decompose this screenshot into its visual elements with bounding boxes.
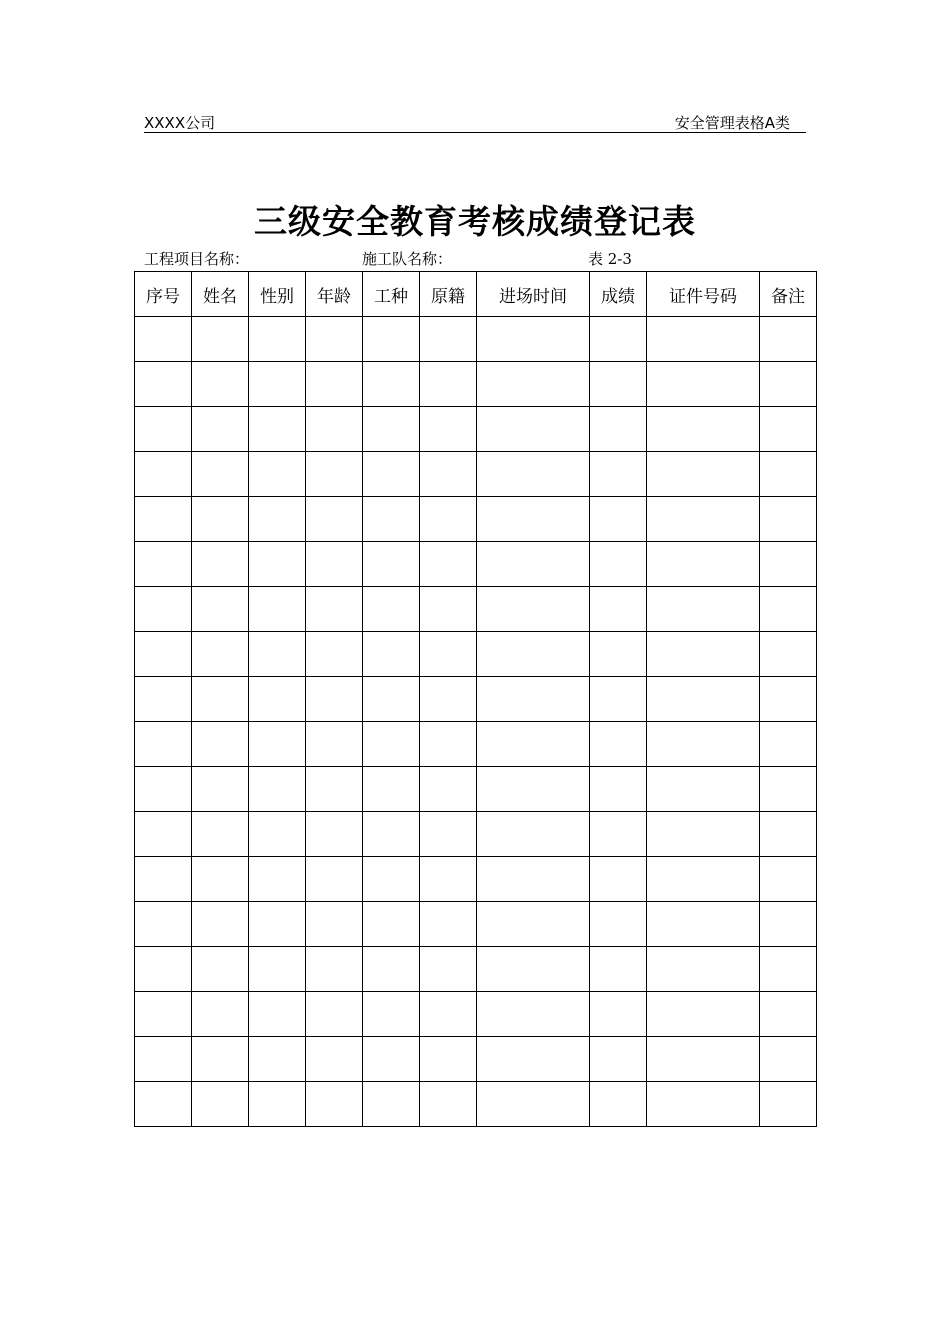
table-row: [135, 857, 817, 902]
table-row: [135, 632, 817, 677]
table-cell[interactable]: [249, 677, 306, 722]
table-cell[interactable]: [420, 992, 477, 1037]
table-cell[interactable]: [420, 497, 477, 542]
table-cell[interactable]: [135, 1082, 192, 1127]
table-row: [135, 362, 817, 407]
table-cell[interactable]: [420, 452, 477, 497]
col-header-entry-date: 进场时间: [477, 272, 590, 317]
page-header: [144, 110, 806, 133]
table-cell[interactable]: [590, 767, 647, 812]
table-cell[interactable]: [363, 587, 420, 632]
table-cell[interactable]: [590, 452, 647, 497]
table-cell[interactable]: [249, 362, 306, 407]
table-cell[interactable]: [760, 812, 817, 857]
table-cell[interactable]: [249, 497, 306, 542]
table-cell[interactable]: [647, 767, 760, 812]
table-cell[interactable]: [192, 677, 249, 722]
table-cell[interactable]: [477, 1037, 590, 1082]
table-cell[interactable]: [590, 902, 647, 947]
table-cell[interactable]: [306, 497, 363, 542]
table-cell[interactable]: [590, 722, 647, 767]
table-cell[interactable]: [363, 632, 420, 677]
table-cell[interactable]: [760, 407, 817, 452]
table-cell[interactable]: [192, 317, 249, 362]
table-cell[interactable]: [477, 857, 590, 902]
table-cell[interactable]: [647, 497, 760, 542]
table-cell[interactable]: [306, 407, 363, 452]
table-cell[interactable]: [760, 992, 817, 1037]
table-cell[interactable]: [760, 677, 817, 722]
table-cell[interactable]: [647, 857, 760, 902]
form-category: 安全管理表格A类: [674, 114, 790, 132]
table-cell[interactable]: [477, 722, 590, 767]
table-cell[interactable]: [306, 542, 363, 587]
col-header-hometown: 原籍: [420, 272, 477, 317]
table-cell[interactable]: [477, 902, 590, 947]
table-cell[interactable]: [760, 1082, 817, 1127]
table-cell[interactable]: [192, 767, 249, 812]
table-cell[interactable]: [306, 1082, 363, 1127]
table-cell[interactable]: [647, 407, 760, 452]
table-cell[interactable]: [249, 767, 306, 812]
table-row: [135, 497, 817, 542]
table-cell[interactable]: [477, 992, 590, 1037]
table-cell[interactable]: [135, 857, 192, 902]
table-row: [135, 722, 817, 767]
table-cell[interactable]: [135, 407, 192, 452]
table-cell[interactable]: [477, 947, 590, 992]
table-cell[interactable]: [760, 857, 817, 902]
table-cell[interactable]: [760, 767, 817, 812]
table-cell[interactable]: [647, 947, 760, 992]
col-header-name: 姓名: [192, 272, 249, 317]
project-name-label: 工程项目名称：: [144, 250, 250, 268]
table-cell[interactable]: [477, 542, 590, 587]
table-cell[interactable]: [363, 362, 420, 407]
table-cell[interactable]: [306, 812, 363, 857]
table-cell[interactable]: [192, 1082, 249, 1127]
table-row: [135, 767, 817, 812]
table-cell[interactable]: [135, 902, 192, 947]
table-row: [135, 407, 817, 452]
table-cell[interactable]: [647, 362, 760, 407]
header-row: [135, 272, 817, 317]
col-header-index: 序号: [135, 272, 192, 317]
table-cell[interactable]: [306, 362, 363, 407]
table-cell[interactable]: [420, 362, 477, 407]
table-cell[interactable]: [192, 902, 249, 947]
table-cell[interactable]: [647, 632, 760, 677]
table-cell[interactable]: [306, 587, 363, 632]
table-cell[interactable]: [590, 497, 647, 542]
table-cell[interactable]: [760, 452, 817, 497]
table-cell[interactable]: [192, 1037, 249, 1082]
table-cell[interactable]: [249, 857, 306, 902]
table-cell[interactable]: [306, 677, 363, 722]
table-cell[interactable]: [647, 587, 760, 632]
col-header-remarks: 备注: [760, 272, 817, 317]
table-cell[interactable]: [135, 497, 192, 542]
table-cell[interactable]: [420, 1037, 477, 1082]
table-cell[interactable]: [590, 1082, 647, 1127]
table-cell[interactable]: [363, 1037, 420, 1082]
document-title: 三级安全教育考核成绩登记表: [254, 202, 696, 241]
table-cell[interactable]: [192, 812, 249, 857]
table-row: [135, 902, 817, 947]
table-cell[interactable]: [760, 722, 817, 767]
table-cell[interactable]: [590, 587, 647, 632]
table-cell[interactable]: [192, 362, 249, 407]
table-row: [135, 587, 817, 632]
table-cell[interactable]: [192, 857, 249, 902]
table-cell[interactable]: [420, 542, 477, 587]
table-cell[interactable]: [363, 542, 420, 587]
table-cell[interactable]: [760, 317, 817, 362]
table-cell[interactable]: [192, 407, 249, 452]
table-cell[interactable]: [192, 947, 249, 992]
table-cell[interactable]: [306, 632, 363, 677]
table-body: [135, 317, 817, 1127]
table-cell[interactable]: [135, 677, 192, 722]
table-cell[interactable]: [590, 947, 647, 992]
table-cell[interactable]: [363, 812, 420, 857]
company-name: XXXX公司: [144, 114, 216, 132]
table-cell[interactable]: [420, 632, 477, 677]
table-cell[interactable]: [363, 317, 420, 362]
table-cell[interactable]: [760, 587, 817, 632]
table-cell[interactable]: [420, 677, 477, 722]
table-cell[interactable]: [760, 902, 817, 947]
table-cell[interactable]: [420, 947, 477, 992]
table-cell[interactable]: [477, 587, 590, 632]
table-cell[interactable]: [647, 902, 760, 947]
table-cell[interactable]: [590, 992, 647, 1037]
table-cell[interactable]: [249, 587, 306, 632]
table-cell[interactable]: [306, 1037, 363, 1082]
table-row: [135, 1037, 817, 1082]
table-cell[interactable]: [249, 1082, 306, 1127]
table-cell[interactable]: [647, 812, 760, 857]
table-cell[interactable]: [647, 722, 760, 767]
table-cell[interactable]: [647, 1037, 760, 1082]
table-cell[interactable]: [135, 812, 192, 857]
table-cell[interactable]: [363, 722, 420, 767]
table-row: [135, 452, 817, 497]
table-cell[interactable]: [135, 587, 192, 632]
table-cell[interactable]: [306, 947, 363, 992]
table-cell[interactable]: [420, 407, 477, 452]
table-cell[interactable]: [192, 632, 249, 677]
table-cell[interactable]: [363, 497, 420, 542]
table-cell[interactable]: [249, 902, 306, 947]
table-cell[interactable]: [647, 542, 760, 587]
table-cell[interactable]: [477, 317, 590, 362]
table-cell[interactable]: [135, 947, 192, 992]
table-cell[interactable]: [363, 857, 420, 902]
table-cell[interactable]: [760, 497, 817, 542]
score-register-table: [134, 271, 817, 1127]
table-cell[interactable]: [760, 1037, 817, 1082]
table-cell[interactable]: [420, 857, 477, 902]
table-row: [135, 317, 817, 362]
table-cell[interactable]: [249, 632, 306, 677]
col-header-id-number: 证件号码: [647, 272, 760, 317]
table-cell[interactable]: [306, 722, 363, 767]
table-cell[interactable]: [192, 587, 249, 632]
table-cell[interactable]: [192, 452, 249, 497]
form-number: 表 2-3: [588, 250, 632, 268]
table-cell[interactable]: [135, 1037, 192, 1082]
table-cell[interactable]: [363, 767, 420, 812]
col-header-gender: 性别: [249, 272, 306, 317]
table-cell[interactable]: [135, 767, 192, 812]
table-cell[interactable]: [477, 677, 590, 722]
table-cell[interactable]: [249, 947, 306, 992]
table-cell[interactable]: [306, 992, 363, 1037]
table-cell[interactable]: [477, 767, 590, 812]
col-header-age: 年龄: [306, 272, 363, 317]
table-cell[interactable]: [590, 542, 647, 587]
table-cell[interactable]: [192, 992, 249, 1037]
table-cell[interactable]: [363, 947, 420, 992]
table-row: [135, 677, 817, 722]
table-cell[interactable]: [477, 497, 590, 542]
table-cell[interactable]: [249, 542, 306, 587]
table-cell[interactable]: [477, 1082, 590, 1127]
table-cell[interactable]: [760, 362, 817, 407]
table-cell[interactable]: [477, 362, 590, 407]
table-cell[interactable]: [363, 992, 420, 1037]
table-cell[interactable]: [135, 992, 192, 1037]
table-cell[interactable]: [760, 947, 817, 992]
table-cell[interactable]: [135, 317, 192, 362]
col-header-score: 成绩: [590, 272, 647, 317]
table-cell[interactable]: [192, 542, 249, 587]
table-cell[interactable]: [249, 407, 306, 452]
table-cell[interactable]: [249, 722, 306, 767]
table-row: [135, 542, 817, 587]
table-cell[interactable]: [590, 812, 647, 857]
table-cell[interactable]: [135, 362, 192, 407]
table-cell[interactable]: [420, 722, 477, 767]
team-name-label: 施工队名称：: [362, 250, 453, 268]
table-cell[interactable]: [647, 1082, 760, 1127]
table-cell[interactable]: [647, 992, 760, 1037]
table-cell[interactable]: [306, 317, 363, 362]
table-cell[interactable]: [363, 452, 420, 497]
table-cell[interactable]: [477, 407, 590, 452]
table-cell[interactable]: [477, 632, 590, 677]
table-cell[interactable]: [647, 317, 760, 362]
table-row: [135, 947, 817, 992]
table-cell[interactable]: [477, 812, 590, 857]
col-header-trade: 工种: [363, 272, 420, 317]
table-cell[interactable]: [363, 407, 420, 452]
table-cell[interactable]: [760, 542, 817, 587]
table-row: [135, 992, 817, 1037]
table-cell[interactable]: [590, 317, 647, 362]
table-cell[interactable]: [135, 452, 192, 497]
table-cell[interactable]: [249, 452, 306, 497]
table-cell[interactable]: [306, 902, 363, 947]
table-cell[interactable]: [192, 722, 249, 767]
table-cell[interactable]: [590, 632, 647, 677]
table-cell[interactable]: [249, 992, 306, 1037]
table-cell[interactable]: [590, 677, 647, 722]
table-cell[interactable]: [760, 632, 817, 677]
table-cell[interactable]: [135, 632, 192, 677]
table-cell[interactable]: [249, 812, 306, 857]
table-cell[interactable]: [363, 677, 420, 722]
table-cell[interactable]: [590, 1037, 647, 1082]
table-cell[interactable]: [249, 317, 306, 362]
table-cell[interactable]: [420, 317, 477, 362]
table-cell[interactable]: [135, 722, 192, 767]
table-row: [135, 1082, 817, 1127]
table-cell[interactable]: [306, 452, 363, 497]
table-cell[interactable]: [363, 1082, 420, 1127]
table-cell[interactable]: [590, 857, 647, 902]
table-cell[interactable]: [590, 407, 647, 452]
table-cell[interactable]: [647, 452, 760, 497]
table-cell[interactable]: [477, 452, 590, 497]
table-row: [135, 812, 817, 857]
table-cell[interactable]: [135, 542, 192, 587]
table-cell[interactable]: [420, 812, 477, 857]
table-cell[interactable]: [363, 902, 420, 947]
table-cell[interactable]: [192, 497, 249, 542]
table-cell[interactable]: [420, 902, 477, 947]
table-cell[interactable]: [249, 1037, 306, 1082]
table-cell[interactable]: [420, 587, 477, 632]
table-cell[interactable]: [306, 767, 363, 812]
table-cell[interactable]: [420, 1082, 477, 1127]
table-cell[interactable]: [420, 767, 477, 812]
table-cell[interactable]: [306, 857, 363, 902]
table-cell[interactable]: [590, 362, 647, 407]
table-cell[interactable]: [647, 677, 760, 722]
